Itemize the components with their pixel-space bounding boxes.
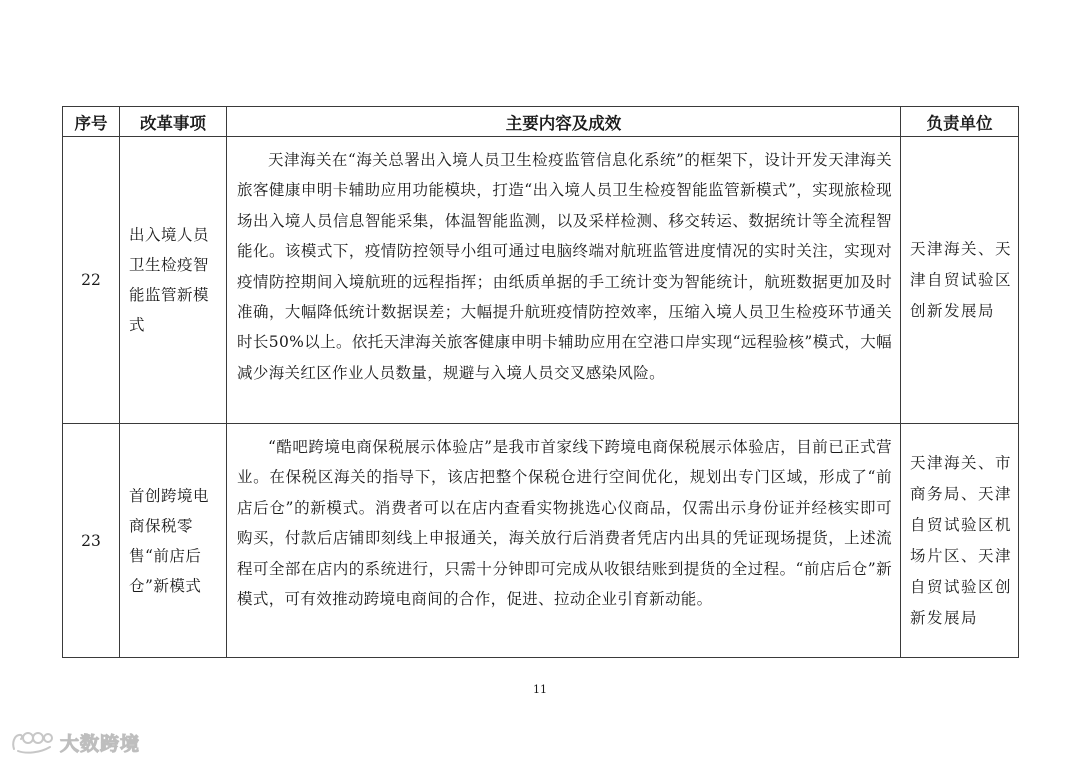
watermark [10,727,140,757]
row-unit: 天津海关、天津自贸试验区创新发展局 [901,137,1019,424]
table-row [63,424,1019,658]
row-unit: 天津海关、市商务局、天津自贸试验区机场片区、天津自贸试验区创新发展局 [901,424,1019,658]
row-content: 天津海关在“海关总署出入境人员卫生检疫监管信息化系统”的框架下，设计开发天津海关旅客健康申明卡辅助应用功能模块，打造“出入境人员卫生检疫智能监管新模式”，实现旅检现场出入境人员信息智能采集，体温智能监测，以及采样检测、移交转运、数据统计等全流程智能化。该模式下，疫情防控领导小组可通过电脑终端对航班监管进度情况的实时关注，实现对疫情防控期间入境航班的远程指挥；由纸质单据的手工统计变为智能统计，航班数据更加及时准确，大幅降低统计数据误差；大幅提升航班疫情防控效率，压缩入境人员卫生检疫环节通关时长50%以上。依托天津海关旅客健康申明卡辅助应用在空港口岸实现“远程验核”模式，大幅减少海关红区作业人员数量，规避与入境人员交叉感染风险。 [227,137,901,424]
header-unit: 负责单位 [901,107,1019,137]
header-content: 主要内容及成效 [227,107,901,137]
table-header [63,107,1019,137]
row-item: 首创跨境电商保税零售“前店后仓”新模式 [120,424,227,658]
header-no: 序号 [63,107,120,137]
row-item: 出入境人员卫生检疫智能监管新模式 [120,137,227,424]
table-row [63,137,1019,424]
watermark-text: 大数跨境 [60,732,141,755]
reform-table [62,106,1019,658]
row-content: “酷吧跨境电商保税展示体验店”是我市首家线下跨境电商保税展示体验店，目前已正式营业。在保税区海关的指导下，该店把整个保税仓进行空间优化，规划出专门区域，形成了“前店后仓”的新模式。消费者可以在店内查看实物挑选心仪商品，仅需出示身份证并经核实即可购买，付款后店铺即刻线上申报通关，海关放行后消费者凭店内出具的凭证现场提货，上述流程可全部在店内的系统进行，只需十分钟即可完成从收银结账到提货的全过程。“前店后仓”新模式，可有效推动跨境电商间的合作，促进、拉动企业引育新动能。 [227,424,901,658]
header-item: 改革事项 [120,107,227,137]
row-no: 23 [63,424,120,658]
page-number: 11 [533,683,547,696]
row-no: 22 [63,137,120,424]
brand-logo-icon [10,729,54,755]
